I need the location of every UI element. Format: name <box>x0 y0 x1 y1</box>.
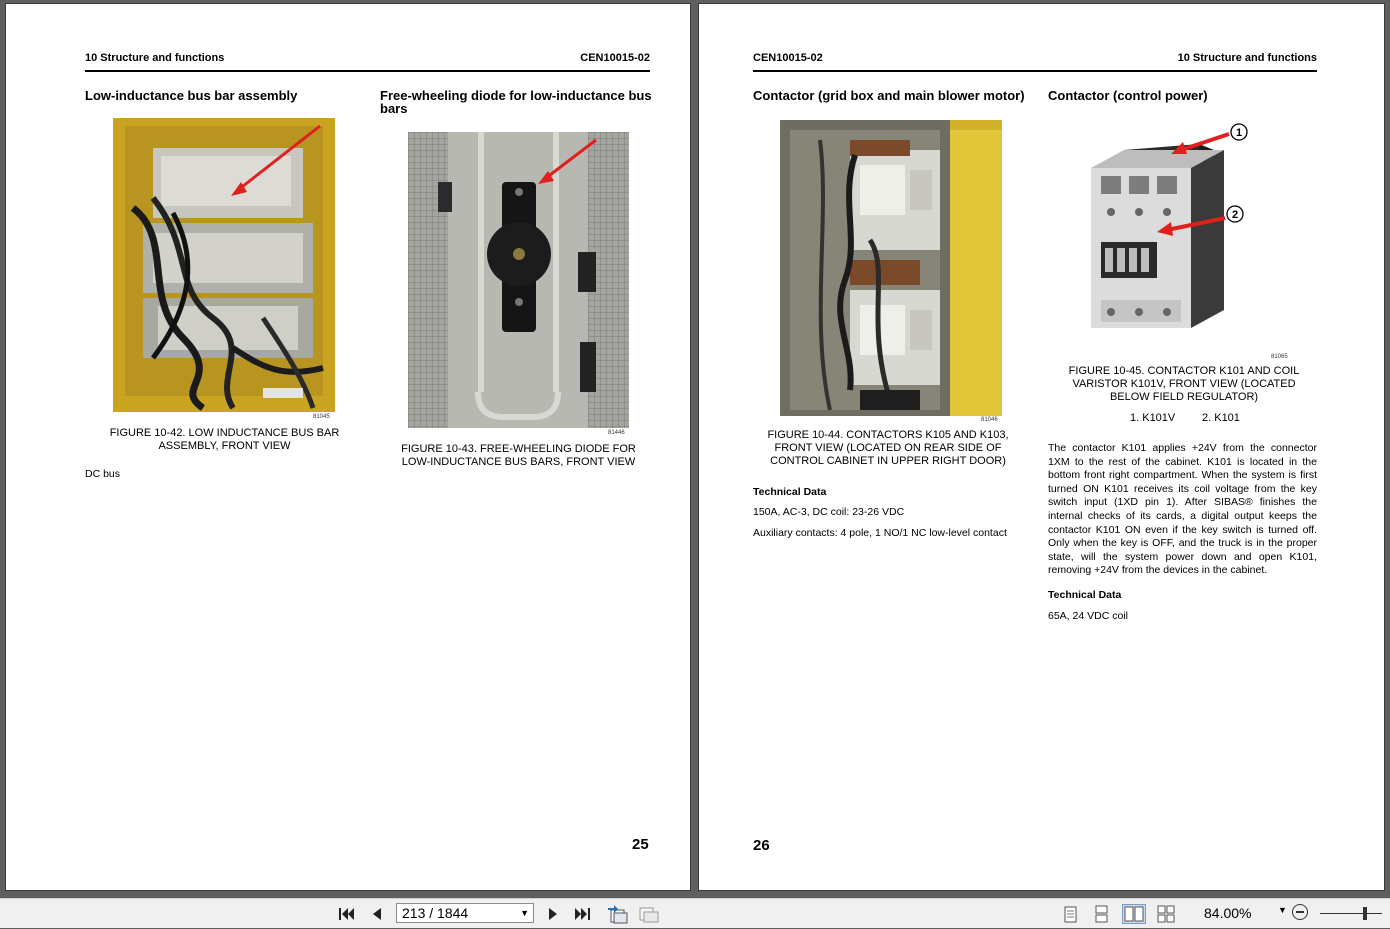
tech-data-heading-2: Technical Data <box>1048 589 1122 601</box>
single-continuous-view-button[interactable] <box>1091 904 1111 924</box>
section-title-contactor-control: Contactor (control power) <box>1048 88 1208 103</box>
single-continuous-icon <box>1091 904 1111 924</box>
section-title-contactor-grid: Contactor (grid box and main blower motor) <box>753 88 1025 103</box>
page-26 <box>699 4 1384 890</box>
figure-id-81045: 81045 <box>313 414 330 420</box>
callout-1: 1 <box>1235 127 1243 139</box>
zoom-slider-thumb[interactable] <box>1363 907 1367 920</box>
callout-2: 2 <box>1231 209 1239 221</box>
contactors-photo <box>780 120 1002 416</box>
contactor-k101-illustration <box>1079 120 1289 340</box>
running-header-left: CEN10015-02 <box>753 52 823 64</box>
last-page-button[interactable] <box>573 904 593 924</box>
history-forward-button[interactable] <box>638 904 658 924</box>
header-rule <box>85 70 650 72</box>
running-header-left: 10 Structure and functions <box>85 52 225 64</box>
figure-caption-10-42: FIGURE 10-42. LOW INDUCTANCE BUS BAR ASSEMBLY, FRONT VIEW <box>109 427 340 452</box>
page-number: 26 <box>753 837 770 854</box>
tech-data-line-2: Auxiliary contacts: 4 pole, 1 NO/1 NC low-level contact <box>753 527 1007 539</box>
figure-caption-10-45: FIGURE 10-45. CONTACTOR K101 AND COIL VARISTOR K101V, FRONT VIEW (LOCATED BELOW FIELD REGULATOR) <box>1068 365 1300 403</box>
zoom-out-icon[interactable] <box>1292 904 1308 920</box>
zoom-level[interactable]: 84.00% <box>1204 905 1252 921</box>
page-number: 25 <box>632 836 649 853</box>
two-page-view-button[interactable] <box>1122 904 1146 924</box>
section-title-bus-bar: Low-inductance bus bar assembly <box>85 88 298 103</box>
two-page-continuous-icon <box>1156 904 1176 924</box>
fit-icon <box>638 904 660 924</box>
page-dropdown-arrow-icon[interactable]: ▼ <box>520 908 529 918</box>
running-header-right: CEN10015-02 <box>580 52 650 64</box>
figure-id-81046: 81046 <box>981 417 998 423</box>
first-page-icon <box>336 904 356 924</box>
diode-photo <box>408 132 629 428</box>
figure-id-81446: 81446 <box>608 430 625 436</box>
zoom-dropdown-icon[interactable]: ▼ <box>1278 905 1287 915</box>
figure-caption-10-43: FIGURE 10-43. FREE-WHEELING DIODE FOR LOW-INDUCTANCE BUS BARS, FRONT VIEW <box>401 443 636 468</box>
legend-item-2: 2. K101 <box>1202 412 1240 424</box>
continuous-scroll-icon <box>606 904 628 924</box>
description-paragraph: The contactor K101 applies +24V from the connector 1XM to the rest of the cabinet. K101 is located in the bottom front right compartment. When the system is first turned ON K101 receives its coil voltage from the key switch input (1XD pin 1). After SIBAS® finishes the internal checks of its cards, a digital output keeps the contactor K101 ON even if the key switch is turned off. Only when the key is OFF, and the truck is in the proper state, will the system power down and open K101, removing +24V from the devices in the cabinet. <box>1048 442 1317 577</box>
navigation-toolbar <box>0 898 1390 928</box>
prev-page-icon <box>367 904 387 924</box>
zoom-slider-track[interactable] <box>1320 913 1382 914</box>
page-25 <box>6 4 690 890</box>
page-number-value: 213 / 1844 <box>402 905 469 921</box>
previous-page-button[interactable] <box>367 904 387 924</box>
two-page-icon <box>1123 905 1145 923</box>
section-title-diode: Free-wheeling diode for low-inductance bus bars <box>380 88 652 116</box>
next-page-button[interactable] <box>543 904 563 924</box>
single-page-icon <box>1060 904 1080 924</box>
tech-data-line-3: 65A, 24 VDC coil <box>1048 610 1128 622</box>
tech-data-heading-1: Technical Data <box>753 486 827 498</box>
two-page-continuous-view-button[interactable] <box>1156 904 1176 924</box>
page-number-input[interactable] <box>396 903 534 923</box>
running-header-right: 10 Structure and functions <box>1177 52 1317 64</box>
last-page-icon <box>573 904 593 924</box>
legend-item-1: 1. K101V <box>1130 412 1176 424</box>
single-page-view-button[interactable] <box>1060 904 1080 924</box>
first-page-button[interactable] <box>336 904 356 924</box>
figure-id-81065: 81065 <box>1271 354 1288 360</box>
bus-bar-photo <box>113 118 335 412</box>
history-back-button[interactable] <box>606 904 626 924</box>
next-page-icon <box>543 904 563 924</box>
tech-data-line-1: 150A, AC-3, DC coil: 23-26 VDC <box>753 506 905 518</box>
figure-caption-10-44: FIGURE 10-44. CONTACTORS K105 AND K103, FRONT VIEW (LOCATED ON REAR SIDE OF CONTROL CABINET IN UPPER RIGHT DOOR) <box>767 429 1009 467</box>
body-text-dc-bus: DC bus <box>85 468 121 480</box>
header-rule <box>753 70 1317 72</box>
